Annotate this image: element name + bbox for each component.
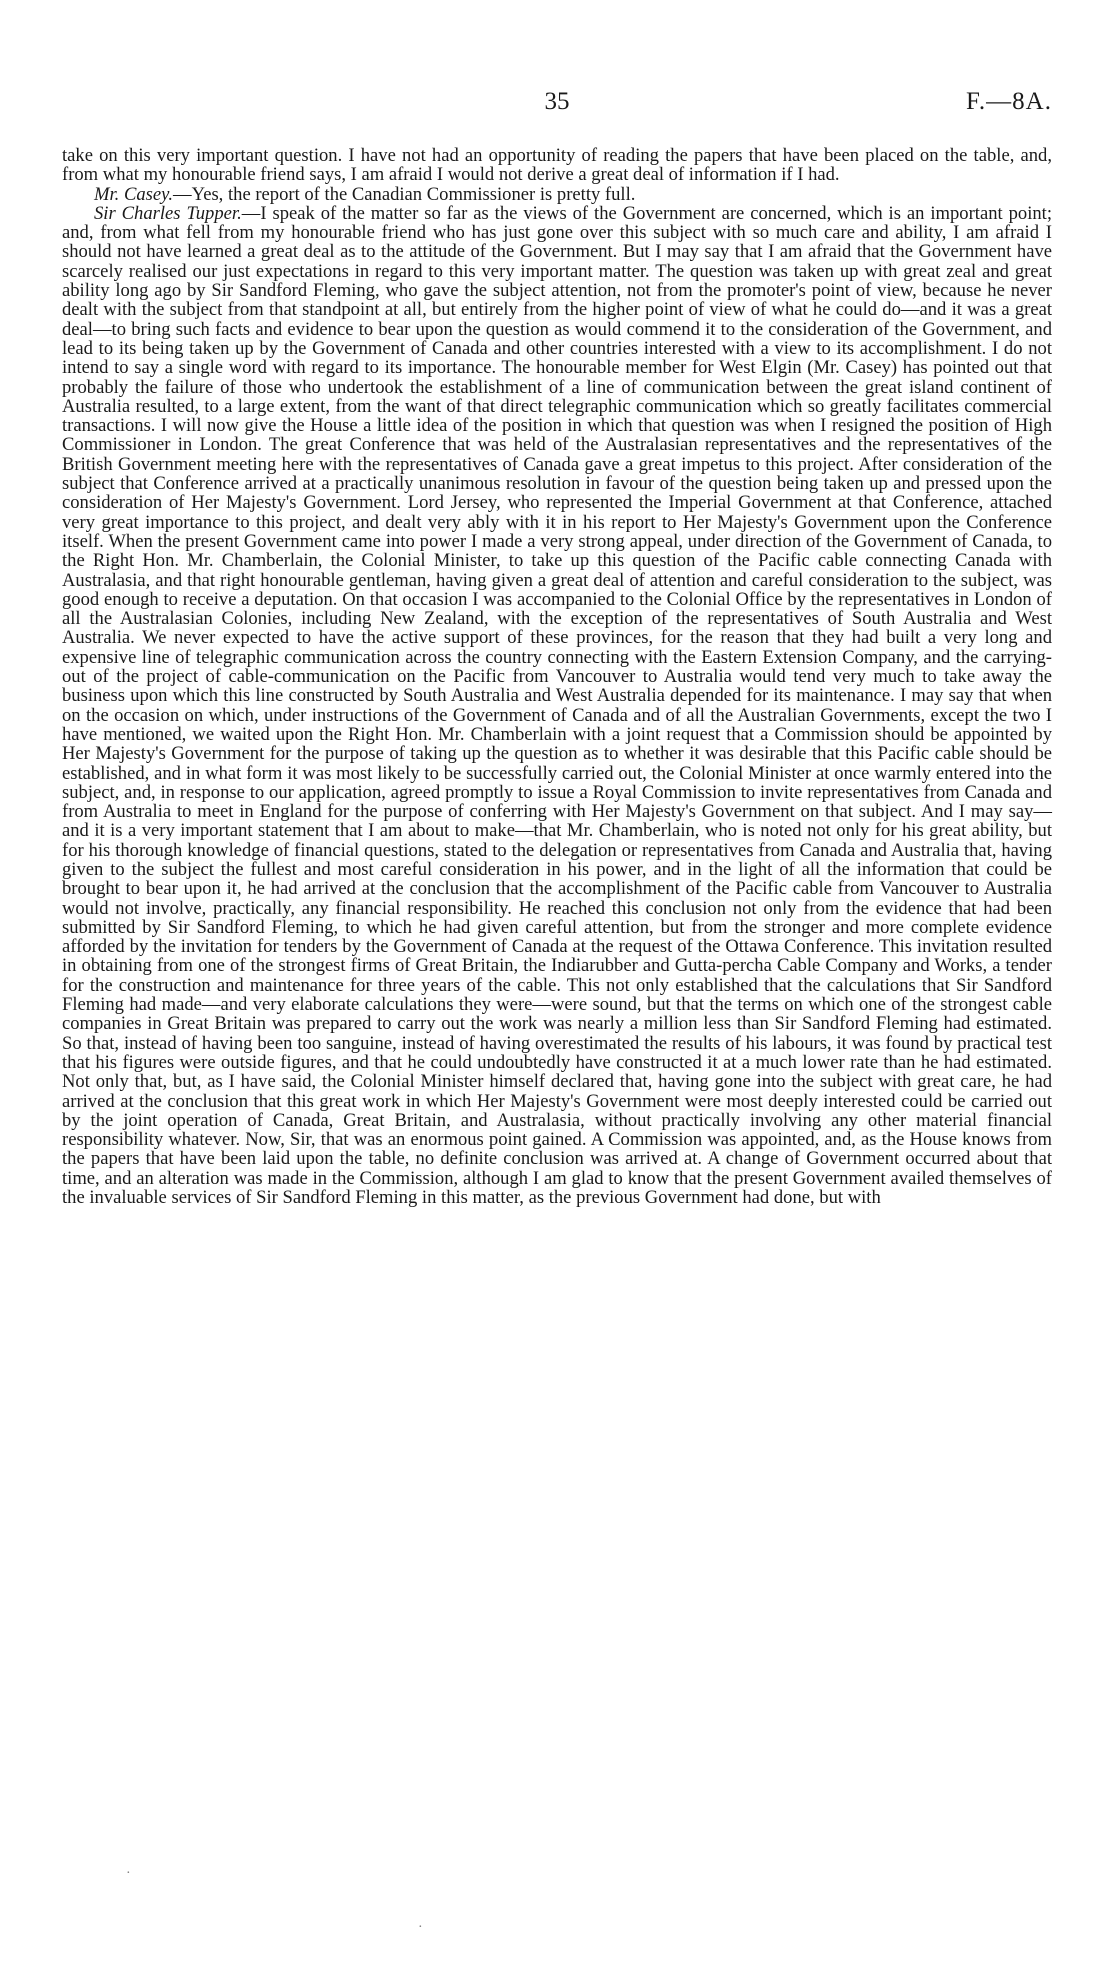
page-number: 35 bbox=[544, 88, 570, 115]
paragraph-text: take on this very important question. I have not had an opportunity of reading the papers that have been placed on the table, and, from what my honourable friend says, I am afraid I would not derive a great deal of information if I had. bbox=[62, 145, 1052, 186]
speaker-name: Mr. Casey. bbox=[94, 183, 174, 205]
stray-mark: · bbox=[418, 1920, 423, 1935]
paragraph-text: —I speak of the matter so far as the views of the Government are concerned, which is an important point; and, from what fell from my honourable friend who has just gone over this subject with so much care and ability, I am afraid I should not have learned a great deal as to the attitude of the Government. But I may say that I am afraid that the Government have scarcely realised our just expectations in regard to this very important matter. The question was taken up with great zeal and great ability long ago by Sir Sandford Fleming, who gave the subject attention, not from the promoter's point of view, because he never dealt with the subject from that standpoint at all, but entirely from the higher point of view of what he could do—and it was a great deal—to bring such facts and evidence to bear upon the question as would commend it to the consideration of the Government, and lead to its being taken up by the Government of Canada and other countries interested with a view to its accomplishment. I do not intend to say a single word with regard to its importance. The honourable member for West Elgin (Mr. Casey) has pointed out that probably the failure of those who undertook the establishment of a line of communication between the great island continent of Australia resulted, to a large extent, from the want of that direct telegraphic communication which so greatly facilitates commercial transactions. I will now give the House a little idea of the position in which that question was when I resigned the position of High Commissioner in London. The great Conference that was held of the Australasian representatives and the representatives of the British Government meeting here with the representatives of Canada gave a great impetus to this project. After consideration of the subject that Conference arrived at a practically unanimous resolution in favour of the question being taken up and pressed upon the consideration of Her Majesty's Government. Lord Jersey, who represented the Imperial Government at that Conference, attached very great importance to this project, and dealt very ably with it in his report to Her Majesty's Government upon the Conference itself. When the present Government came into power I made a very strong appeal, under direction of the Government of Canada, to the Right Hon. Mr. Chamberlain, the Colonial Minister, to take up this question of the Pacific cable connecting Canada with Australasia, and that right honourable gentleman, having given a great deal of attention and careful consideration to the subject, was good enough to receive a deputation. On that occasion I was accompanied to the Colonial Office by the representatives in London of all the Australasian Colonies, including New Zealand, with the exception of the representatives of South Australia and West Australia. We never expected to have the active support of these provinces, for the reason that they had built a very long and expensive line of telegraphic communication across the country connecting with the Eastern Extension Company, and the carrying-out of the project of cable-communication on the Pacific from Vancouver to Australia would tend very much to take away the business upon which this line constructed by South Australia and West Australia depended for its maintenance. I may say that when on the occasion on which, under instructions of the Government of Canada and of all the Australian Governments, except the two I have mentioned, we waited upon the Right Hon. Mr. Chamberlain with a joint request that a Commission should be appointed by Her Majesty's Government for the purpose of taking up the question as to whether it was desirable that this Pacific cable should be established, and in what form it was most likely to be successfully carried out, the Colonial Minister at once warmly entered into the subject, and, in response to our application, agreed promptly to issue a Royal Commission to invite representatives from Canada and from Australia to meet in England for the purpose of conferring with Her Majesty's Government on that subject. And I may say—and it is a very important statement that I am about to make—that Mr. Chamberlain, who is noted not only for his great ability, but for his thorough knowledge of financial questions, stated to the delegation or representatives from Canada and Australia that, having given to the subject the fullest and most careful consideration in his power, and in the light of all the information that could be brought to bear upon it, he had arrived at the conclusion that the accomplishment of the Pacific cable from Vancouver to Australia would not involve, practically, any financial responsibility. He reached this conclusion not only from the evidence that had been submitted by Sir Sandford Fleming, to which he had given careful attention, but from the stronger and more complete evidence afforded by the invitation for tenders by the Government of Canada at the request of the Ottawa Conference. This invitation resulted in obtaining from one of the strongest firms of Great Britain, the Indiarubber and Gutta-percha Cable Company and Works, a tender for the construction and maintenance for three years of the cable. This not only established that the calculations that Sir Sandford Fleming had made—and very elaborate calculations they were—were sound, but that the terms on which one of the strongest cable companies in Great Britain was prepared to carry out the work was nearly a million less than Sir Sandford Fleming had estimated. So that, instead of having been too sanguine, instead of having overestimated the results of his labours, it was found by practical test that his figures were outside figures, and that he could undoubtedly have constructed it at a much lower rate than he had estimated. Not only that, but, as I have said, the Colonial Minister himself declared that, having gone into the subject with great care, he had arrived at the conclusion that this great work in which Her Majesty's Government were most deeply interested could be carried out by the joint operation of Canada, Great Britain, and Australasia, without practically involving any other material financial responsibility whatever. Now, Sir, that was an enormous point gained. A Commission was appointed, and, as the House knows from the papers that have been laid upon the table, no definite conclusion was arrived at. A change of Government occurred about that time, and an alteration was made in the Commission, although I am glad to know that the present Government availed themselves of the invaluable services of Sir Sandford Fleming in this matter, as the previous Government had done, but with bbox=[62, 202, 1052, 1209]
paragraph-casey bbox=[62, 185, 1052, 204]
speaker-name: Sir Charles Tupper. bbox=[94, 202, 242, 224]
page-header bbox=[62, 88, 1052, 124]
paragraph-tupper bbox=[62, 204, 1052, 1207]
stray-mark: · bbox=[126, 1866, 131, 1881]
document-body bbox=[62, 146, 1052, 1207]
document-code: F.—8A. bbox=[966, 88, 1052, 115]
paragraph-continuation bbox=[62, 146, 1052, 185]
paragraph-text: —Yes, the report of the Canadian Commissioner is pretty full. bbox=[173, 183, 636, 205]
